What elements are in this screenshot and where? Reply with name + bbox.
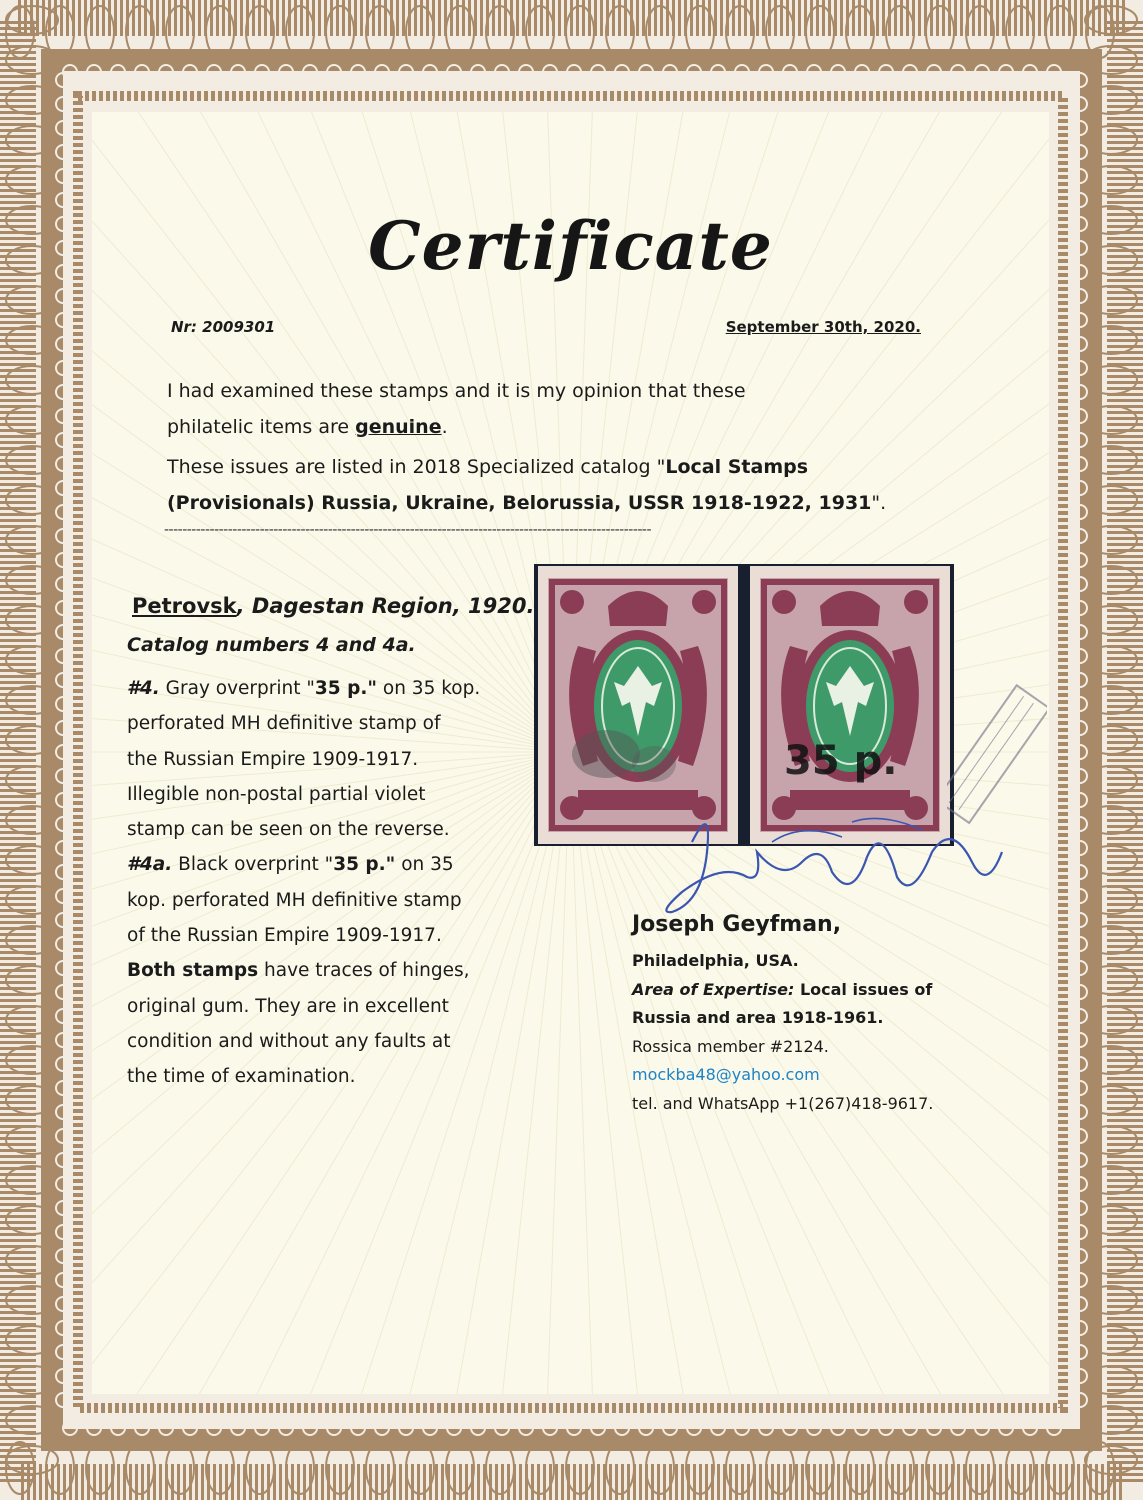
expert-info [632,912,1032,1118]
expert-name: Joseph Geyfman, [632,912,842,937]
intro-text: philatelic items are [167,416,356,438]
expert-location: Philadelphia, USA. [632,951,799,970]
place-line [132,594,534,618]
desc-line: stamp can be seen on the reverse. [127,819,450,841]
svg-text:35 p.: 35 p. [784,738,898,784]
region-text: , Dagestan Region, 1920. [236,594,535,618]
expertise-value: Local issues of [794,979,933,999]
desc-line: Illegible non-postal partial violet [127,783,426,805]
expert-phone: tel. and WhatsApp +1(267)418-9617. [632,1093,934,1113]
expert-membership: Rossica member #2124. [632,1036,829,1056]
expertise-label: Area of Expertise: [632,979,795,999]
certificate-number: Nr: 2009301 [171,318,276,336]
desc-line [127,847,567,882]
desc-line: the time of examination. [127,1066,356,1088]
certificate-date: September 30th, 2020. [725,318,921,336]
certificate-title: Certificate [368,207,773,285]
desc-line: kop. perforated MH definitive stamp [127,889,462,911]
desc-text: Black overprint " [172,854,334,876]
desc-line: original gum. They are in excellent [127,995,449,1017]
item-tag: #4a. [127,854,173,876]
desc-text: have traces of hinges, [258,960,470,982]
desc-line: perforated MH definitive stamp of [127,713,441,735]
item-tag: #4. [127,678,160,699]
stamp-description [127,671,567,1095]
intro-line-2 [167,409,448,445]
desc-emphasis: Both stamps [127,960,259,982]
intro-line-1: I had examined these stamps and it is my opinion that these [167,380,746,402]
intro-text: . [441,416,448,438]
catalog-title: Local Stamps [665,456,809,478]
desc-text: on 35 kop. [377,678,481,699]
desc-text: on 35 [395,854,454,876]
expert-email-link[interactable]: mockba48@yahoo.com [632,1065,820,1084]
intro-text: ". [871,492,887,514]
desc-line: condition and without any faults at [127,1030,451,1052]
separator-line: ----------------------------------------------------------------------------------------------------------- [164,522,652,538]
overprint-value: 35 p." [314,678,377,699]
desc-line [127,671,567,706]
intro-text: These issues are listed in 2018 Specialized catalog " [167,456,666,478]
certificate-paper [92,112,1049,1394]
desc-text: Gray overprint " [159,678,315,699]
intro-line-4 [167,485,886,521]
genuine-verdict: genuine [355,416,442,438]
desc-line: the Russian Empire 1909-1917. [127,748,419,770]
intro-line-3 [167,449,808,485]
expert-expertise [632,976,1032,1005]
catalog-title: (Provisionals) Russia, Ukraine, Belorussia, USSR 1918-1922, 1931 [167,492,872,514]
desc-line [127,953,567,988]
catalog-numbers: Catalog numbers 4 and 4a. [127,634,416,656]
place-name: Petrovsk [132,594,237,618]
desc-line: of the Russian Empire 1909-1917. [127,925,442,947]
expert-expertise-line2: Russia and area 1918-1961. [632,1008,884,1027]
overprint-value: 35 p." [333,854,396,876]
authentication-stamp [947,662,1047,856]
